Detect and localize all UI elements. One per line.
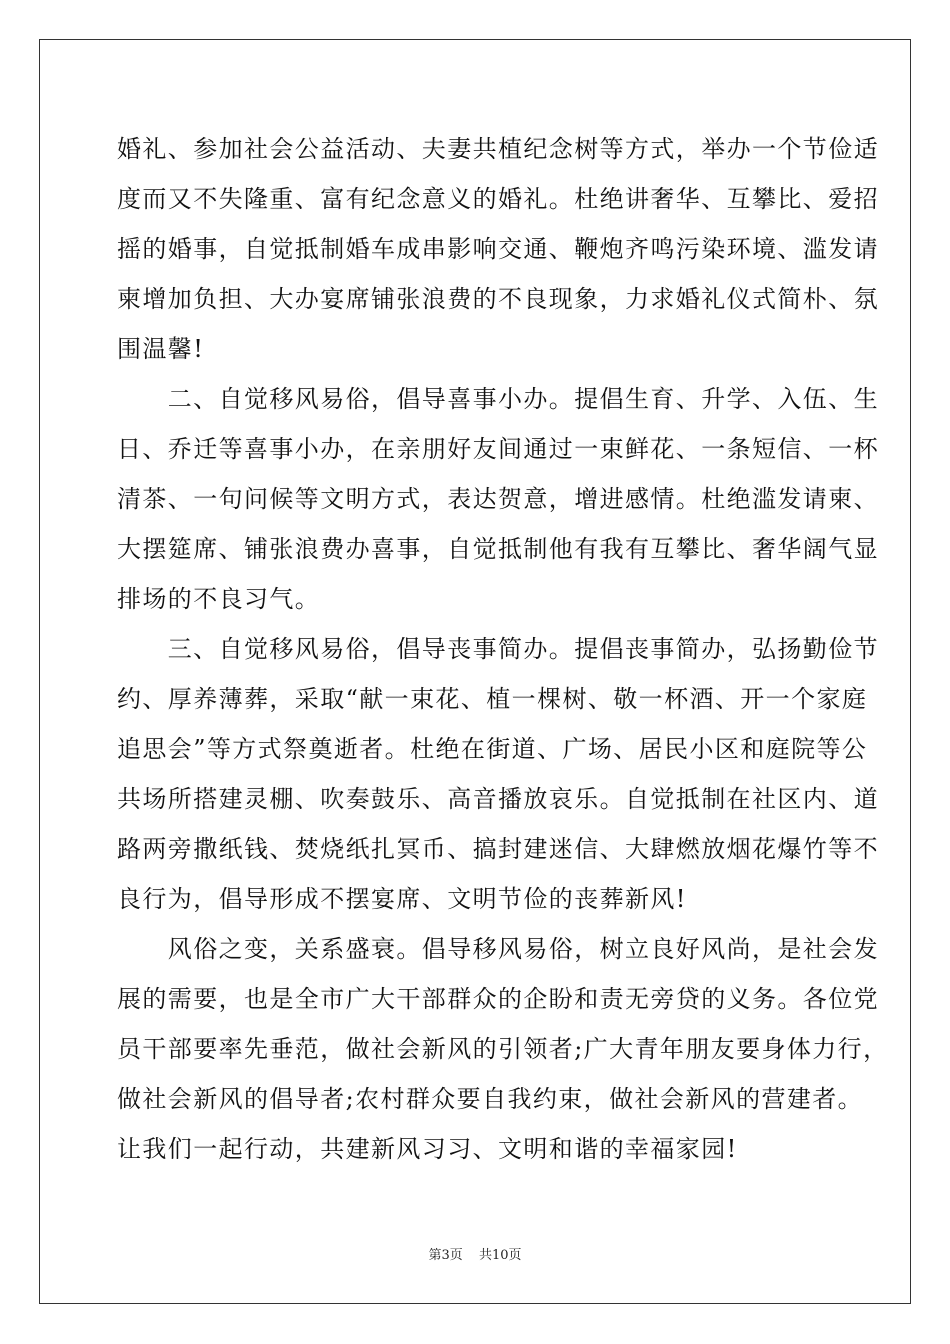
text-line: 展的需要，也是全市广大干部群众的企盼和责无旁贷的义务。各位党 (117, 985, 879, 1013)
paragraph (117, 124, 879, 374)
text-line: 路两旁撒纸钱、焚烧纸扎冥币、搞封建迷信、大肆燃放烟花爆竹等不 (117, 835, 879, 863)
text-line: 二、自觉移风易俗，倡导喜事小办。提倡生育、升学、入伍、生 (117, 385, 879, 413)
text-line: 清茶、一句问候等文明方式，表达贺意，增进感情。杜绝滥发请柬、 (117, 485, 879, 513)
text-line: 共场所搭建灵棚、吹奏鼓乐、高音播放哀乐。自觉抵制在社区内、道 (117, 785, 879, 813)
page-number: 第3页 (428, 1248, 463, 1263)
text-line: 追思会”等方式祭奠逝者。杜绝在街道、广场、居民小区和庭院等公 (117, 735, 868, 763)
text-line: 三、自觉移风易俗，倡导丧事简办。提倡丧事简办，弘扬勤俭节 (117, 635, 879, 663)
text-line: 约、厚养薄葬，采取“献一束花、植一棵树、敬一杯酒、开一个家庭 (117, 685, 868, 713)
text-line: 围温馨! (117, 335, 205, 363)
text-line: 柬增加负担、大办宴席铺张浪费的不良现象，力求婚礼仪式简朴、氛 (117, 285, 879, 313)
document-body (117, 124, 889, 1174)
paragraph (117, 924, 889, 1174)
text-line: 日、乔迁等喜事小办，在亲朋好友间通过一束鲜花、一条短信、一杯 (117, 435, 879, 463)
text-line: 排场的不良习气。 (117, 585, 321, 613)
text-line: 做社会新风的倡导者;农村群众要自我约束，做社会新风的营建者。 (117, 1085, 864, 1113)
text-line: 摇的婚事，自觉抵制婚车成串影响交通、鞭炮齐鸣污染环境、滥发请 (117, 235, 879, 263)
text-line: 度而又不失隆重、富有纪念意义的婚礼。杜绝讲奢华、互攀比、爱招 (117, 185, 879, 213)
page-total: 共10页 (478, 1248, 522, 1263)
text-line: 婚礼、参加社会公益活动、夫妻共植纪念树等方式，举办一个节俭适 (117, 135, 879, 163)
text-line: 良行为，倡导形成不摆宴席、文明节俭的丧葬新风! (117, 885, 687, 913)
text-line: 大摆筵席、铺张浪费办喜事，自觉抵制他有我有互攀比、奢华阔气显 (117, 535, 879, 563)
page-footer (0, 1247, 950, 1265)
text-line: 风俗之变，关系盛衰。倡导移风易俗，树立良好风尚，是社会发 (117, 935, 879, 963)
text-line: 员干部要率先垂范，做社会新风的引领者;广大青年朋友要身体力行， (117, 1035, 889, 1063)
text-line: 让我们一起行动，共建新风习习、文明和谐的幸福家园! (117, 1135, 738, 1163)
paragraph (117, 624, 879, 924)
paragraph (117, 374, 879, 624)
